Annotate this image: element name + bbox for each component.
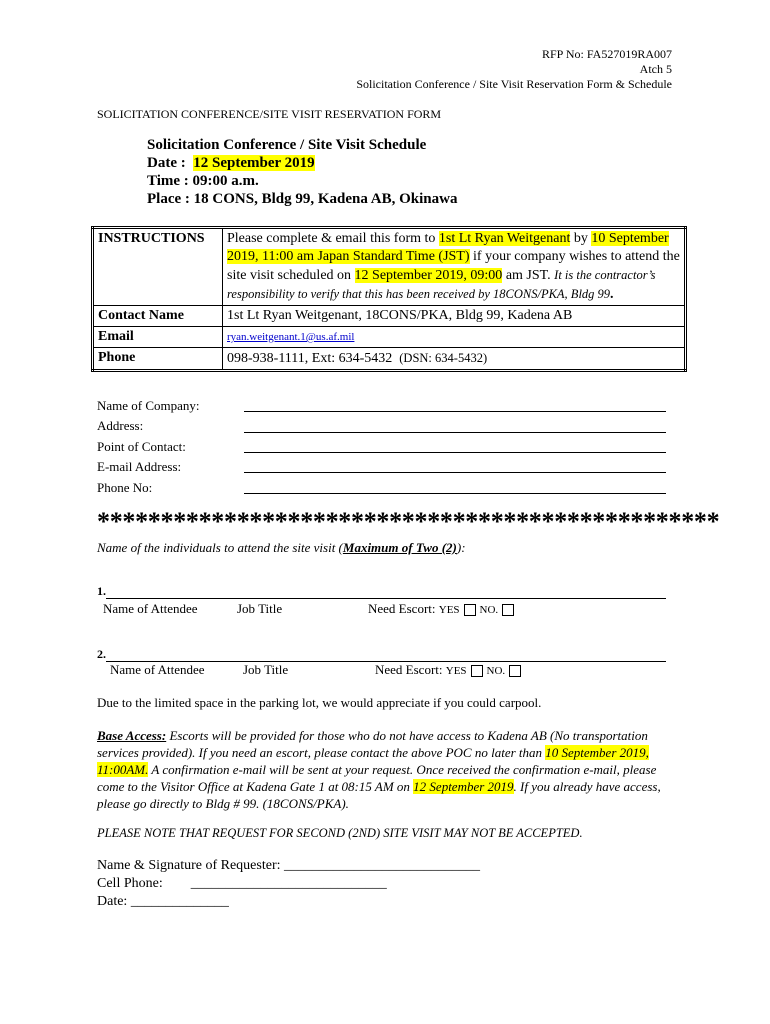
- attendee-2-job-label: Job Title: [243, 662, 289, 677]
- table-row: [93, 348, 686, 371]
- table-row: [93, 228, 686, 306]
- contact-name-label: Contact Name: [93, 306, 223, 327]
- address-label: Address:: [97, 418, 144, 433]
- email-address-label: E-mail Address:: [97, 459, 182, 474]
- schedule-place: Place : 18 CONS, Bldg 99, Kadena AB, Okinawa: [147, 191, 458, 207]
- attendee-2-escort: Need Escort: YES NO.: [375, 662, 525, 678]
- schedule-block: [147, 136, 457, 208]
- instructions-table: [91, 226, 687, 372]
- attendee-1-escort: Need Escort: YES NO.: [368, 601, 518, 617]
- schedule-date: Date : 12 September 2019: [147, 155, 315, 171]
- phone-no-field[interactable]: [244, 493, 666, 494]
- instructions-label: INSTRUCTIONS: [93, 228, 223, 306]
- point-of-contact-label: Point of Contact:: [97, 439, 186, 454]
- rfp-number: RFP No: FA527019RA007: [541, 47, 672, 61]
- schedule-title: Solicitation Conference / Site Visit Schedule: [147, 137, 427, 153]
- email-link[interactable]: ryan.weitgenant.1@us.af.mil: [227, 331, 355, 343]
- cell-phone-field[interactable]: Cell Phone: ____________________________: [97, 876, 387, 891]
- table-row: [93, 327, 686, 348]
- phone-value: 098-938-1111, Ext: 634-5432 (DSN: 634-5432): [223, 348, 686, 371]
- attendee-2-yes-checkbox[interactable]: [471, 665, 483, 677]
- header-subtitle: Solicitation Conference / Site Visit Reservation Form & Schedule: [356, 77, 672, 91]
- name-signature-field[interactable]: Name & Signature of Requester: ____________________________: [97, 858, 481, 873]
- star-divider: *************************************************: [97, 507, 720, 536]
- phone-label: Phone: [93, 348, 223, 371]
- address-field[interactable]: [244, 432, 666, 433]
- second-visit-note: PLEASE NOTE THAT REQUEST FOR SECOND (2ND) SITE VISIT MAY NOT BE ACCEPTED.: [97, 826, 583, 840]
- attendee-1-name-label: Name of Attendee: [103, 601, 198, 616]
- attendees-prompt: Name of the individuals to attend the site visit (Maximum of Two (2)):: [97, 540, 466, 555]
- attendee-1-no-checkbox[interactable]: [502, 604, 514, 616]
- attendee-2-name-label: Name of Attendee: [110, 662, 205, 677]
- email-label: Email: [93, 327, 223, 348]
- contact-name-value: 1st Lt Ryan Weitgenant, 18CONS/PKA, Bldg 99, Kadena AB: [223, 306, 686, 327]
- date-field[interactable]: Date: ______________: [97, 894, 229, 909]
- attendee-1-job-label: Job Title: [237, 601, 283, 616]
- signature-block: [97, 857, 480, 911]
- base-access-paragraph: Base Access: Escorts will be provided for those who do not have access to Kadena AB (No transportation services provided). If you need an escort, please contact the above POC no later than 10 September 2019, 11:00AM. A confirmation e-mail will be sent at your request. Once received the confirmation e-mail, please come to the Visitor Office at Kadena Gate 1 at 08:15 AM on 12 September 2019. If you already have access, please go directly to Bldg # 99. (18CONS/PKA).: [97, 728, 661, 811]
- attendee-1-line[interactable]: [106, 598, 666, 599]
- carpool-note: Due to the limited space in the parking lot, we would appreciate if you could carpool.: [97, 695, 542, 710]
- email-cell: [223, 327, 686, 348]
- document-header: [356, 47, 672, 92]
- schedule-time: Time : 09:00 a.m.: [147, 173, 259, 189]
- company-name-field[interactable]: [244, 411, 666, 412]
- attendee-2-no-checkbox[interactable]: [509, 665, 521, 677]
- attendee-2-number: 2.: [97, 647, 106, 661]
- table-row: [93, 306, 686, 327]
- point-of-contact-field[interactable]: [244, 452, 666, 453]
- company-name-label: Name of Company:: [97, 398, 200, 413]
- attendee-1-yes-checkbox[interactable]: [464, 604, 476, 616]
- email-address-field[interactable]: [244, 472, 666, 473]
- attendee-1-number: 1.: [97, 584, 106, 598]
- phone-no-label: Phone No:: [97, 480, 153, 495]
- attachment-label: Atch 5: [639, 62, 672, 76]
- instructions-text: Please complete & email this form to 1st Lt Ryan Weitgenant by 10 September 2019, 11:00 am Japan Standard Time (JST) if your company wishes to attend the site visit scheduled on 12 September 2019, 09:00 am JST. It is the contractor’s responsibility to verify that this has been received by 18CONS/PKA, Bldg 99.: [223, 228, 686, 306]
- form-title: SOLICITATION CONFERENCE/SITE VISIT RESERVATION FORM: [97, 107, 442, 121]
